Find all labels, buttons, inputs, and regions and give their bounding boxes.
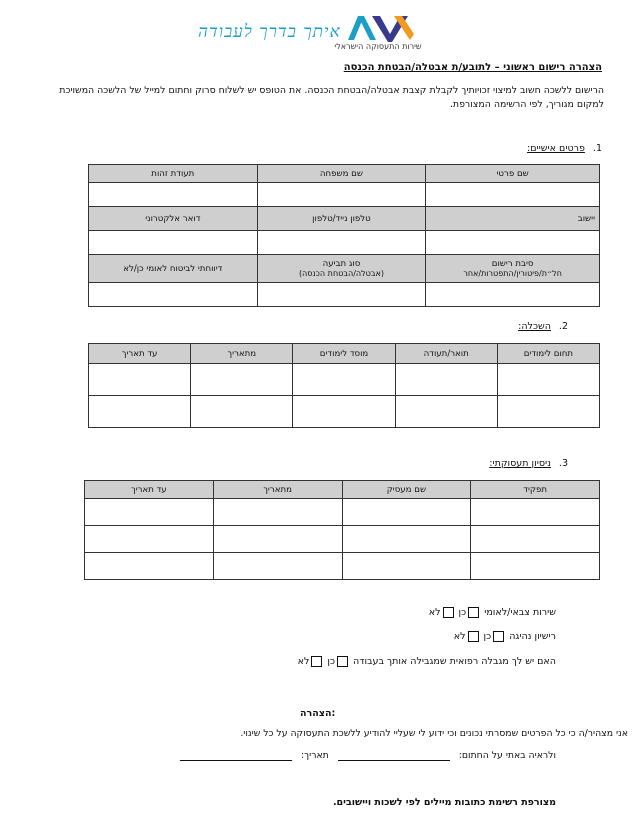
section-number: 3.	[558, 458, 568, 469]
header-degree: תואר/תעודה	[395, 344, 497, 364]
table-row	[89, 364, 600, 396]
table-row	[85, 499, 600, 526]
slogan: איתך בדרך לעבודה	[198, 22, 341, 42]
yes-checkbox[interactable]	[468, 607, 479, 618]
question-military-service	[429, 607, 556, 618]
no-label: לא	[428, 607, 441, 618]
header-last-name: שם משפחה	[257, 165, 426, 183]
signature-row	[180, 750, 556, 761]
header-employer: שם מעסיק	[342, 481, 471, 499]
table-cell[interactable]	[342, 499, 471, 526]
table-cell[interactable]	[293, 396, 395, 428]
table-cell[interactable]	[213, 499, 342, 526]
employment-service-logo	[344, 12, 418, 42]
table-cell[interactable]	[191, 396, 293, 428]
input-phone[interactable]	[257, 231, 426, 255]
header-institution: מוסד לימודים	[293, 344, 395, 364]
footer-note: מצורפת רשימת כתובות מיילים לפי לשכות ויישובים.	[332, 797, 556, 808]
table-cell[interactable]	[395, 396, 497, 428]
header-phone: טלפון נייד/טלפון	[257, 207, 426, 231]
header-reported-nii: דיווחתי לביטוח לאומי כן/לא	[89, 255, 258, 283]
intro-paragraph: הרישום ללשכה חשוב למיצוי זכויותיך לקבלת קצבת אבטלה/הבטחת הכנסה. את הטופס יש לשלוח סרוק וחתום למייל של הלשכה המשויכת למקום מגוריך, לפי הרשימה המצורפת.	[59, 85, 604, 110]
question-medical-limitation	[298, 656, 556, 667]
input-reported-nii[interactable]	[89, 283, 258, 307]
declaration-heading: הצהרה:	[300, 708, 336, 719]
no-checkbox[interactable]	[311, 656, 322, 667]
header-city: יישוב	[426, 207, 600, 231]
no-label: לא	[297, 656, 310, 667]
table-cell[interactable]	[471, 526, 600, 553]
no-checkbox[interactable]	[468, 631, 479, 642]
section-label: השכלה:	[518, 321, 551, 332]
header-to-date: עד תאריך	[89, 344, 191, 364]
input-id[interactable]	[89, 183, 258, 207]
input-registration-reason[interactable]	[426, 283, 600, 307]
section-experience-heading	[489, 458, 568, 469]
personal-details-table	[88, 164, 600, 307]
table-row	[85, 526, 600, 553]
section-personal-heading	[527, 143, 602, 154]
yes-checkbox[interactable]	[493, 631, 504, 642]
section-number: 2.	[558, 321, 568, 332]
registration-reason-options: חל״ת/פיטורין/התפטרות/אחר	[463, 269, 562, 278]
table-cell[interactable]	[342, 526, 471, 553]
table-cell[interactable]	[213, 553, 342, 580]
table-cell[interactable]	[85, 499, 214, 526]
input-claim-type[interactable]	[257, 283, 426, 307]
table-cell[interactable]	[191, 364, 293, 396]
section-label: פרטים אישיים:	[527, 143, 585, 154]
table-cell[interactable]	[497, 364, 599, 396]
no-checkbox[interactable]	[443, 607, 454, 618]
question-label: שירות צבאי/לאומי	[484, 607, 556, 618]
table-row	[85, 553, 600, 580]
table-cell[interactable]	[85, 553, 214, 580]
header-claim-type	[257, 255, 426, 283]
yes-label: כן	[458, 607, 467, 618]
date-label: תאריך:	[301, 750, 329, 761]
header-field-of-study: תחום לימודים	[497, 344, 599, 364]
table-cell[interactable]	[85, 526, 214, 553]
logo-caption: שירות התעסוקה הישראלי	[334, 42, 422, 51]
education-table	[88, 343, 600, 428]
table-cell[interactable]	[342, 553, 471, 580]
table-cell[interactable]	[213, 526, 342, 553]
yes-label: כן	[327, 656, 336, 667]
table-cell[interactable]	[471, 499, 600, 526]
input-email[interactable]	[89, 231, 258, 255]
yes-checkbox[interactable]	[337, 656, 348, 667]
date-line[interactable]	[180, 750, 292, 761]
section-number: 1.	[592, 143, 602, 154]
header-id: תעודת זהות	[89, 165, 258, 183]
input-city[interactable]	[426, 231, 600, 255]
input-last-name[interactable]	[257, 183, 426, 207]
header-from-date: מתאריך	[191, 344, 293, 364]
yes-label: כן	[483, 631, 492, 642]
document-title: הצהרה רישום ראשוני – לתובע/ת אבטלה/הבטחת הכנסה	[343, 62, 602, 73]
table-cell[interactable]	[395, 364, 497, 396]
table-cell[interactable]	[497, 396, 599, 428]
table-cell[interactable]	[293, 364, 395, 396]
experience-table	[84, 480, 600, 580]
declaration-text: אני מצהיר/ה כי כל הפרטים שמסרתי נכונים וכי ידוע לי שעליי להודיע ללשכת התעסוקה על כל שינוי.	[240, 728, 628, 739]
registration-reason-label: סיבת רישום	[491, 259, 534, 269]
table-row	[89, 396, 600, 428]
header-email: דואר אלקטרוני	[89, 207, 258, 231]
header-first-name: שם פרטי	[426, 165, 600, 183]
section-education-heading	[518, 321, 568, 332]
question-label: האם יש לך מגבלה רפואית שמגבילה אותך בעבודה	[353, 656, 556, 667]
table-cell[interactable]	[89, 364, 191, 396]
no-label: לא	[453, 631, 466, 642]
claim-type-label: סוג תביעה	[322, 259, 361, 269]
table-cell[interactable]	[471, 553, 600, 580]
question-driving-license	[454, 631, 556, 642]
header-to-date: עד תאריך	[85, 481, 214, 499]
signature-label: ולראיה באתי על החתום:	[458, 750, 556, 761]
question-label: רישיון נהיגה	[509, 631, 556, 642]
header-registration-reason	[426, 255, 600, 283]
signature-line[interactable]	[338, 750, 450, 761]
header-position: תפקיד	[471, 481, 600, 499]
input-first-name[interactable]	[426, 183, 600, 207]
table-cell[interactable]	[89, 396, 191, 428]
section-label: ניסיון תעסוקתי:	[489, 458, 551, 469]
header-from-date: מתאריך	[213, 481, 342, 499]
claim-type-options: (אבטלה/הבטחת הכנסה)	[298, 269, 384, 278]
